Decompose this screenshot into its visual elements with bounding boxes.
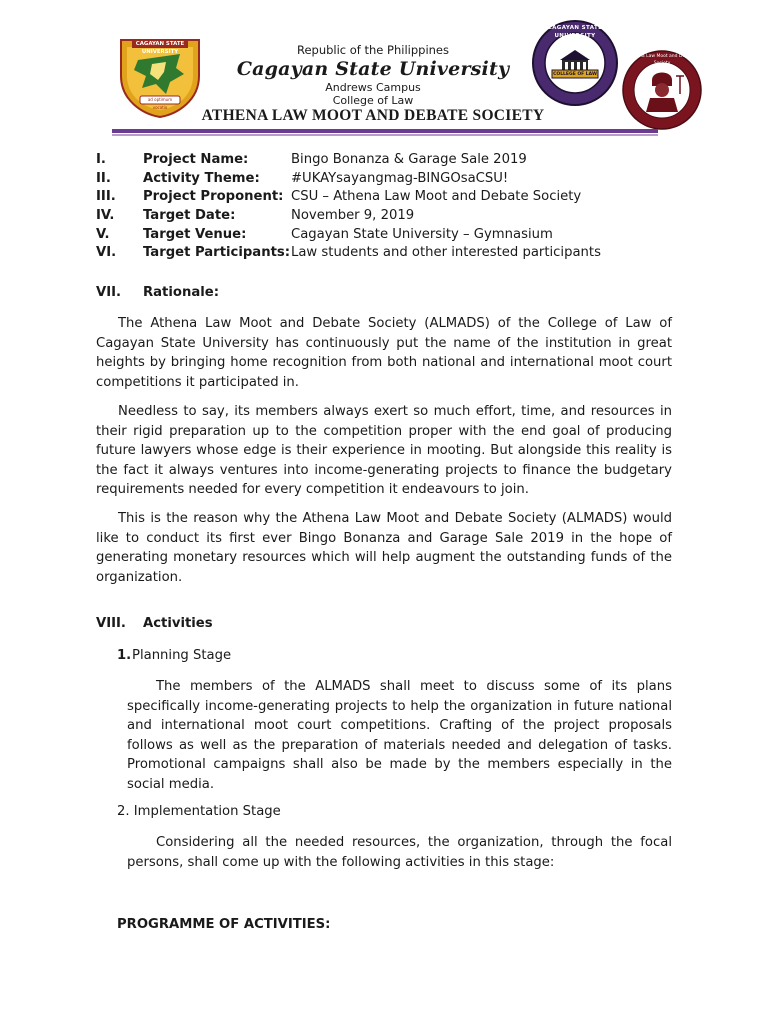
implementation-stage-title: 2. Implementation Stage xyxy=(117,804,281,819)
rationale-paragraph: Needless to say, its members always exert so much effort, time, and resources in their rigid preparation up to the competition proper with the end goal of producing future lawyers whose edge is their experience in mooting. But alongside this reality is the fact it always ventures into income-generating projects to finance the budgetary requirements needed for every competition it endeavours to join. xyxy=(96,404,672,497)
society-name: ATHENA LAW MOOT AND DEBATE SOCIETY xyxy=(201,107,545,124)
campus-text: Andrews Campus xyxy=(325,81,421,94)
rationale-heading: Rationale: xyxy=(143,285,219,300)
university-name: Cagayan State University xyxy=(236,58,510,80)
rationale-paragraph: This is the reason why the Athena Law Moot and Debate Society (ALMADS) would like to conduct its first ever Bingo Bonanza and Garage Sale 2019 in the hope of generating monetary resources which will help augment the outstanding funds of the organization. xyxy=(96,511,672,585)
info-value: #UKAYsayangmag-BINGOsaCSU! xyxy=(291,171,509,186)
seal-year: 1994 xyxy=(568,85,582,91)
activities-num: VIII. xyxy=(96,616,126,631)
info-value: Bingo Bonanza & Garage Sale 2019 xyxy=(291,152,527,167)
info-num: IV. xyxy=(96,208,115,223)
info-label: Target Participants: xyxy=(143,245,291,260)
info-num: III. xyxy=(96,189,116,204)
seal-ring-text: CAGAYAN STATE UNIVERSITY xyxy=(547,25,603,39)
programme-heading: PROGRAMME OF ACTIVITIES: xyxy=(117,917,331,932)
info-label: Activity Theme: xyxy=(143,171,260,186)
info-num: II. xyxy=(96,171,111,186)
info-value: Cagayan State University – Gymnasium xyxy=(291,227,553,242)
info-value: November 9, 2019 xyxy=(291,208,415,223)
header-divider-thin xyxy=(112,134,658,136)
info-value: Law students and other interested participants xyxy=(291,245,601,260)
csu-logo-motto: ad optimum vocatio xyxy=(147,97,173,110)
info-num: I. xyxy=(96,152,106,167)
info-num: V. xyxy=(96,227,110,242)
rationale-paragraph: The Athena Law Moot and Debate Society (ALMADS) of the College of Law of Cagayan State University has continuously put the name of the institution in great heights by bringing home recognition from both national and international moot court competitions it participated in. xyxy=(96,316,672,390)
planning-stage-text: The members of the ALMADS shall meet to discuss some of its plans specifically income-generating projects to help the organization in future national and international moot court competitions. Crafting of the project proposals follows as well as the preparation of materials needed and delegation of tasks. Promotional campaigns shall also be made by the members especially in the social media. xyxy=(127,679,672,792)
planning-stage-num: 1. xyxy=(117,648,132,663)
college-text: College of Law xyxy=(332,94,414,107)
planning-stage-title: Planning Stage xyxy=(132,648,232,663)
athena-seal-ring-text: Athena Law Moot and Debate Society xyxy=(628,54,696,66)
info-label: Project Proponent: xyxy=(143,189,284,204)
rationale-num: VII. xyxy=(96,285,122,300)
implementation-stage-text: Considering all the needed resources, the organization, through the focal persons, shall come up with the following activities in this stage: xyxy=(127,835,672,870)
info-num: VI. xyxy=(96,245,117,260)
republic-text: Republic of the Philippines xyxy=(296,43,450,57)
info-value: CSU – Athena Law Moot and Debate Society xyxy=(291,189,582,204)
activities-heading: Activities xyxy=(143,616,213,631)
info-label: Target Date: xyxy=(143,208,236,223)
info-label: Target Venue: xyxy=(143,227,247,242)
info-label: Project Name: xyxy=(143,152,249,167)
seal-banner-text: COLLEGE OF LAW xyxy=(553,72,597,77)
header-divider xyxy=(112,129,658,133)
csu-logo-top-text: CAGAYAN STATE UNIVERSITY xyxy=(135,41,185,55)
